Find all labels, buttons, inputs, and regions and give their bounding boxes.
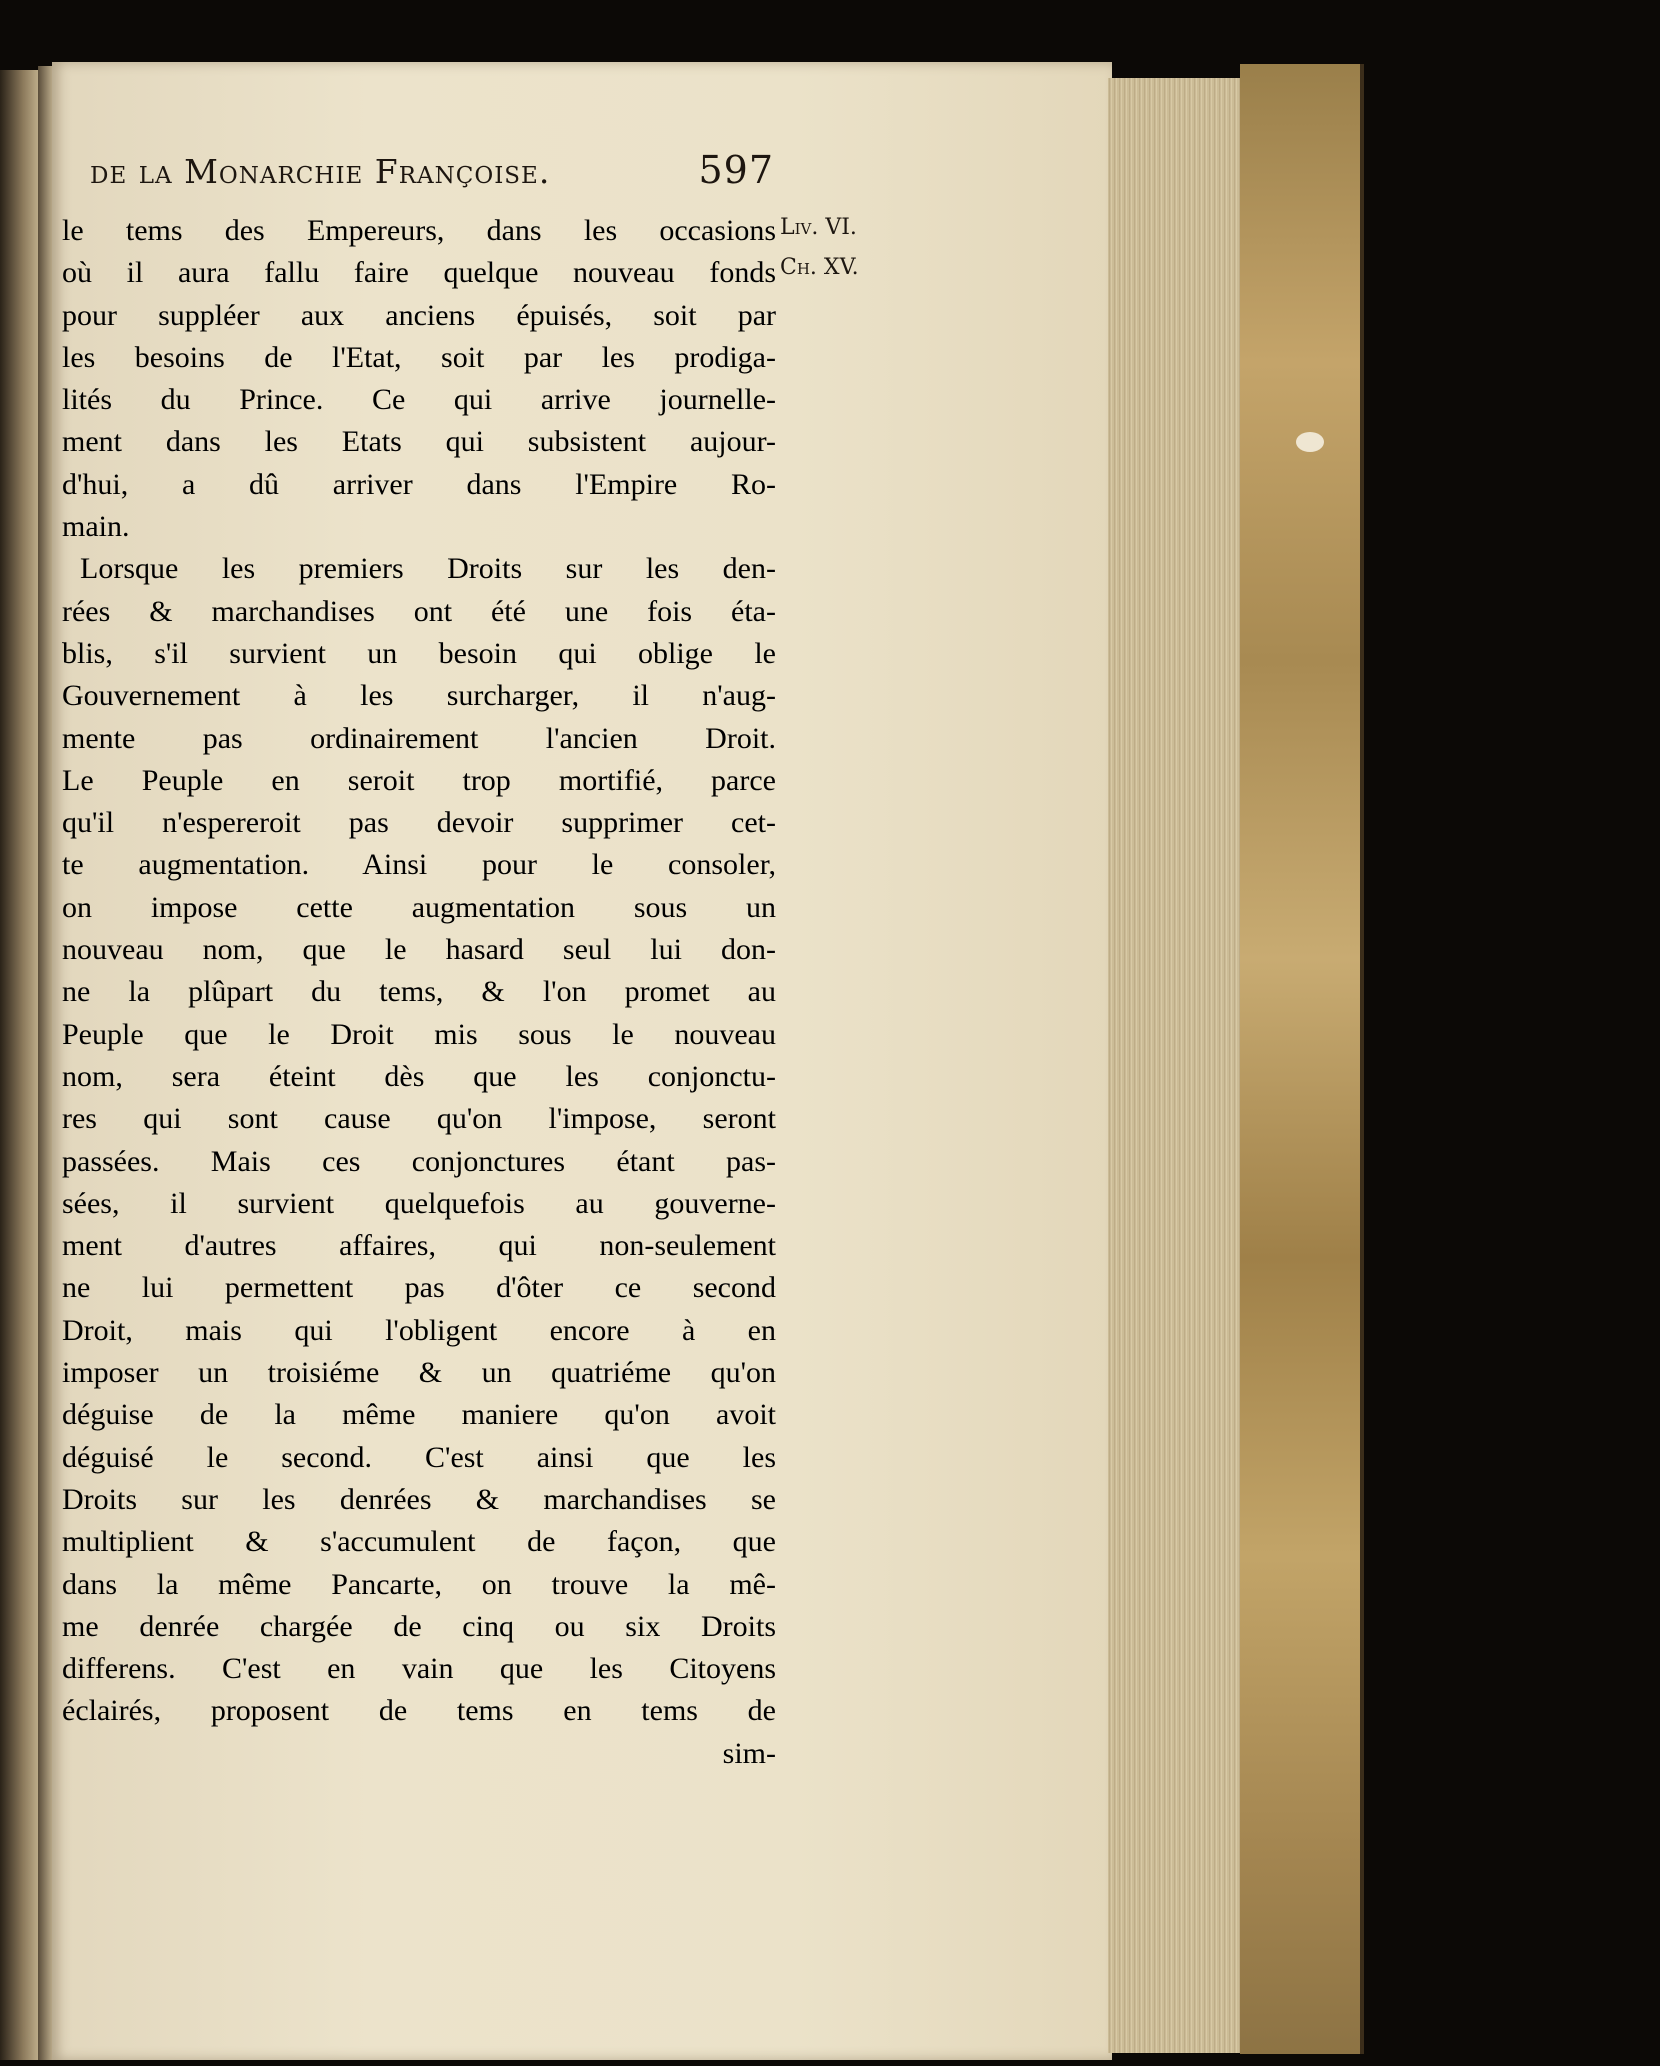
text-line: rées & marchandises ont été une fois éta- <box>62 594 776 628</box>
text-line: Gouvernement à les surcharger, il n'aug- <box>62 679 776 713</box>
catchword: sim- <box>722 1736 776 1770</box>
page-edges <box>1108 78 1250 2053</box>
text-line: déguise de la même maniere qu'on avoit <box>62 1398 776 1432</box>
text-line: qu'il n'espereroit pas devoir supprimer cet- <box>62 806 776 840</box>
text-line: dans la même Pancarte, on trouve la mê- <box>62 1567 776 1601</box>
text-line: sées, il survient quelquefois au gouverne- <box>62 1186 776 1220</box>
text-line: les besoins de l'Etat, soit par les prodiga- <box>62 340 776 374</box>
text-line: éclairés, proposent de tems en tems de <box>62 1694 776 1728</box>
text-line: Lorsque les premiers Droits sur les den- <box>80 552 776 586</box>
text-line: Peuple que le Droit mis sous le nouveau <box>62 1017 776 1051</box>
text-line: déguisé le second. C'est ainsi que les <box>62 1440 776 1474</box>
text-line: mente pas ordinairement l'ancien Droit. <box>62 721 776 755</box>
text-line: Le Peuple en seroit trop mortifié, parce <box>62 763 776 797</box>
cover-wear-spot <box>1296 432 1324 452</box>
text-line: multiplient & s'accumulent de façon, que <box>62 1525 776 1559</box>
text-line: Droits sur les denrées & marchandises se <box>62 1482 776 1516</box>
text-line: ne la plûpart du tems, & l'on promet au <box>62 975 776 1009</box>
text-line: blis, s'il survient un besoin qui oblige le <box>62 636 776 670</box>
running-header <box>62 148 782 204</box>
text-line: le tems des Empereurs, dans les occasions <box>62 214 776 247</box>
text-line: d'hui, a dû arriver dans l'Empire Ro- <box>62 467 776 501</box>
margin-note <box>780 208 920 288</box>
margin-note-book: Liv. VI. <box>780 215 857 240</box>
page-number: 597 <box>698 148 774 192</box>
text-line: te augmentation. Ainsi pour le consoler, <box>62 848 776 882</box>
text-line: passées. Mais ces conjonctures étant pas- <box>62 1144 776 1178</box>
facing-page-edge <box>0 70 42 2060</box>
text-line: nouveau nom, que le hasard seul lui don- <box>62 933 776 967</box>
text-line: res qui sont cause qu'on l'impose, seront <box>62 1102 776 1136</box>
text-line: lités du Prince. Ce qui arrive journelle- <box>62 383 776 417</box>
text-line: imposer un troisiéme & un quatriéme qu'on <box>62 1356 776 1390</box>
text-line: ment dans les Etats qui subsistent aujour- <box>62 425 776 459</box>
leather-cover <box>1240 64 1364 2054</box>
text-line: nom, sera éteint dès que les conjonctu- <box>62 1059 776 1093</box>
text-line: differens. C'est en vain que les Citoyens <box>62 1652 776 1686</box>
text-line: main. <box>62 510 130 544</box>
text-line: ment d'autres affaires, qui non-seulement <box>62 1229 776 1263</box>
margin-note-chapter: Ch. XV. <box>780 255 859 280</box>
running-title: de la Monarchie Françoise. <box>90 152 551 191</box>
text-line: me denrée chargée de cinq ou six Droits <box>62 1609 776 1643</box>
text-line: ne lui permettent pas d'ôter ce second <box>62 1271 776 1305</box>
body-text <box>62 210 776 1775</box>
text-line: Droit, mais qui l'obligent encore à en <box>62 1313 776 1347</box>
text-line: on impose cette augmentation sous un <box>62 890 776 924</box>
text-line: où il aura fallu faire quelque nouveau fonds <box>62 256 776 290</box>
text-line: pour suppléer aux anciens épuisés, soit par <box>62 298 776 332</box>
